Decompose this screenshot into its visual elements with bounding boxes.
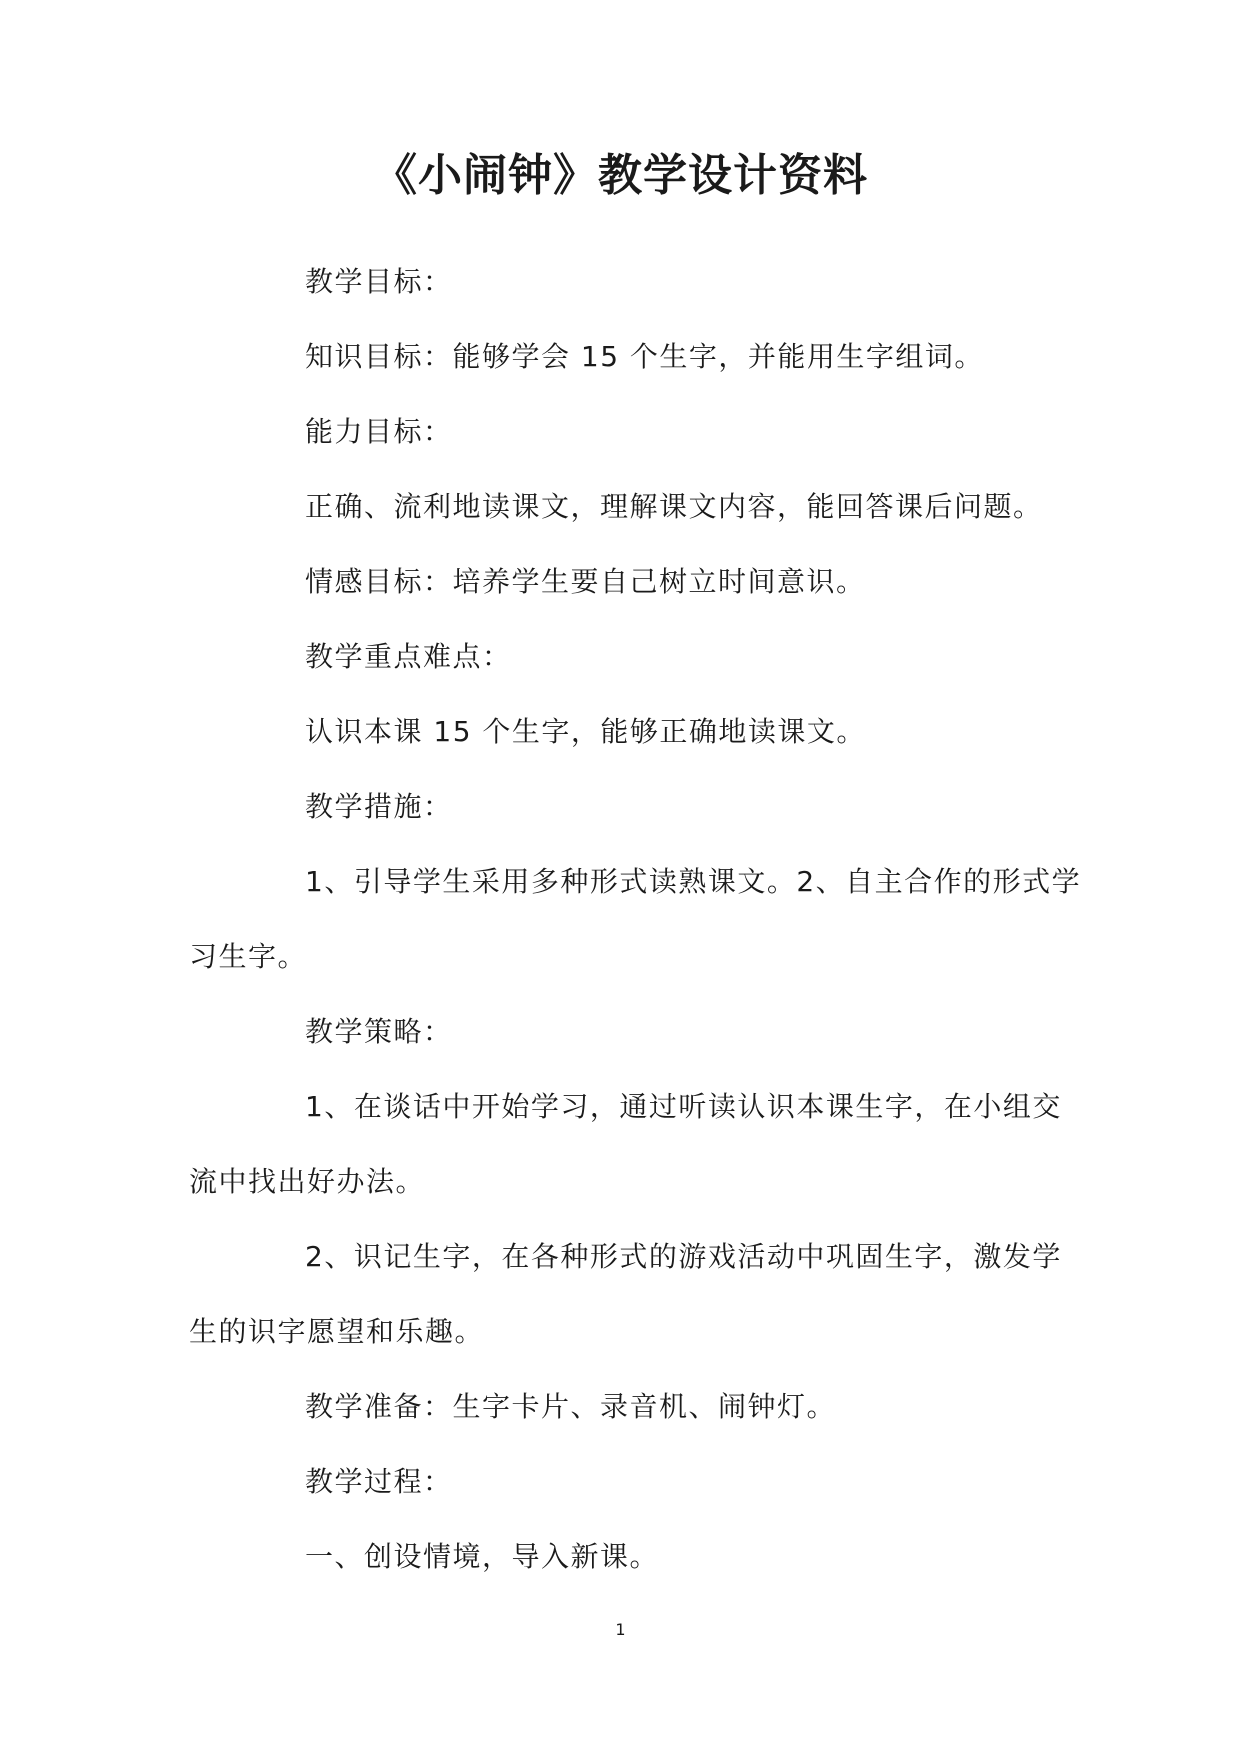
paragraph-strategy1-line2: 流中找出好办法。 xyxy=(189,1165,426,1198)
section-heading-measures: 教学措施： xyxy=(305,790,453,823)
paragraph-process-step1: 一、创设情境，导入新课。 xyxy=(305,1540,660,1573)
paragraph-key-points: 认识本课 15 个生字，能够正确地读课文。 xyxy=(305,715,866,748)
paragraph-knowledge-goal: 知识目标：能够学会 15 个生字，并能用生字组词。 xyxy=(305,340,984,373)
section-heading-objectives: 教学目标： xyxy=(305,265,453,298)
paragraph-preparation: 教学准备：生字卡片、录音机、闹钟灯。 xyxy=(305,1390,837,1423)
section-heading-process: 教学过程： xyxy=(305,1465,453,1498)
paragraph-strategy2-line2: 生的识字愿望和乐趣。 xyxy=(189,1315,485,1348)
paragraph-strategy1-line1: 1、在谈话中开始学习，通过听读认识本课生字，在小组交 xyxy=(305,1090,1062,1123)
paragraph-strategy2-line1: 2、识记生字，在各种形式的游戏活动中巩固生字，激发学 xyxy=(305,1240,1062,1273)
paragraph-ability-goal-heading: 能力目标： xyxy=(305,415,453,448)
page-number: 1 xyxy=(615,1620,626,1639)
section-heading-key-points: 教学重点难点： xyxy=(305,640,512,673)
paragraph-emotion-goal: 情感目标：培养学生要自己树立时间意识。 xyxy=(305,565,866,598)
document-title: 《小闹钟》教学设计资料 xyxy=(373,150,868,201)
paragraph-ability-goal: 正确、流利地读课文，理解课文内容，能回答课后问题。 xyxy=(305,490,1043,523)
section-heading-strategy: 教学策略： xyxy=(305,1015,453,1048)
paragraph-measures-line1: 1、引导学生采用多种形式读熟课文。2、自主合作的形式学 xyxy=(305,865,1082,898)
paragraph-measures-line2: 习生字。 xyxy=(189,940,308,973)
